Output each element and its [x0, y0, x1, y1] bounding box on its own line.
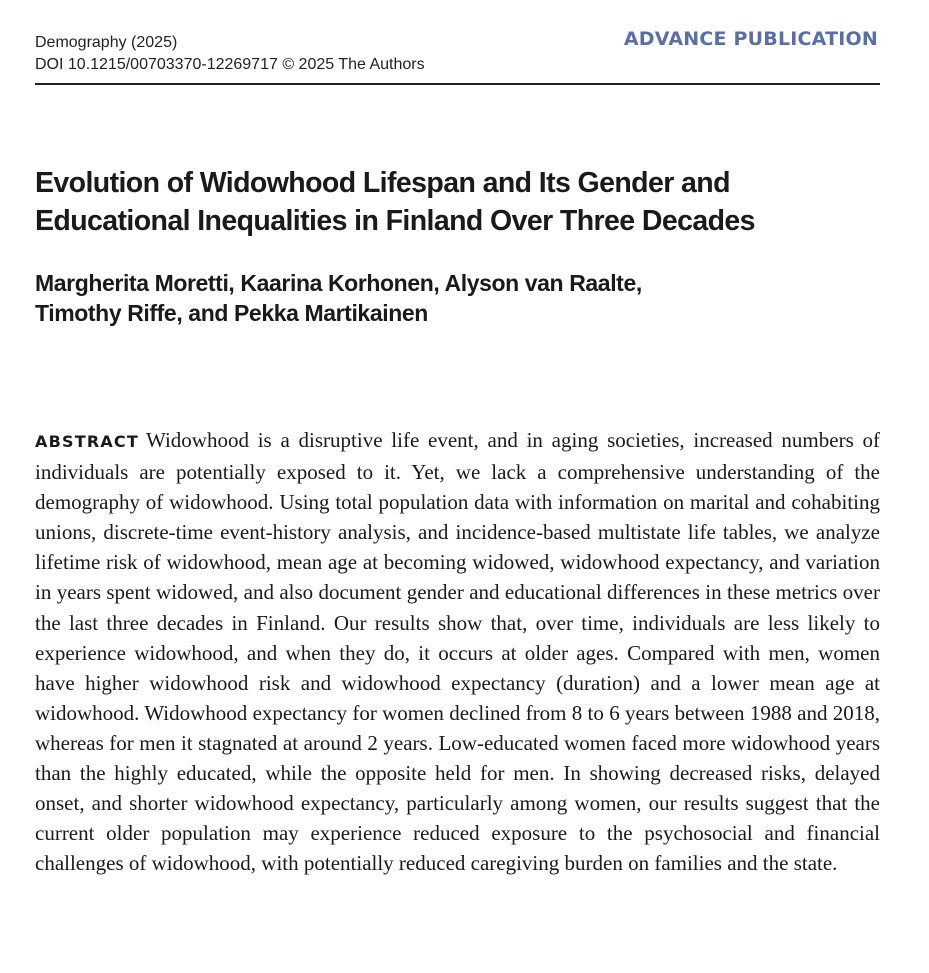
journal-info [35, 32, 425, 76]
title-line-1: Evolution of Widowhood Lifespan and Its Gender and [35, 167, 730, 199]
article-page [35, 28, 880, 878]
abstract-label: ABSTRACT [35, 432, 139, 451]
article-title [35, 164, 880, 240]
authors-line-2: Timothy Riffe, and Pekka Martikainen [35, 300, 428, 326]
authors-line-1: Margherita Moretti, Kaarina Korhonen, Alyson van Raalte, [35, 270, 642, 296]
title-line-2: Educational Inequalities in Finland Over Three Decades [35, 205, 755, 237]
journal-header [35, 28, 880, 85]
doi-copyright: DOI 10.1215/00703370-12269717 © 2025 The Authors [35, 56, 425, 73]
abstract [35, 425, 880, 878]
journal-name: Demography (2025) [35, 34, 178, 51]
author-list [35, 268, 880, 328]
abstract-text: Widowhood is a disruptive life event, and in aging societies, increased numbers of individuals are potentially exposed to it. Yet, we lack a comprehensive understanding of the demography of widowhood. Using total population data with information on marital and cohabiting unions, discrete-time event-history analysis, and incidence-based multistate life tables, we analyze lifetime risk of widowhood, mean age at becoming widowed, widowhood expectancy, and variation in years spent widowed, and also document gender and educational differences in these metrics over the last three decades in Finland. Our results show that, over time, individuals are less likely to experience widowhood, and when they do, it occurs at older ages. Compared with men, women have higher widowhood risk and widowhood expectancy (duration) and a lower mean age at widowhood. Widowhood expectancy for women declined from 8 to 6 years between 1988 and 2018, whereas for men it stagnated at around 2 years. Low-educated women faced more widowhood years than the highly educated, while the opposite held for men. In showing decreased risks, delayed onset, and shorter widowhood expectancy, particularly among women, our results suggest that the current older population may experience reduced exposure to the psychosocial and financial challenges of widowhood, with potentially reduced caregiving burden on families and the state. [35, 428, 880, 876]
advance-publication-badge: ADVANCE PUBLICATION [623, 28, 878, 50]
